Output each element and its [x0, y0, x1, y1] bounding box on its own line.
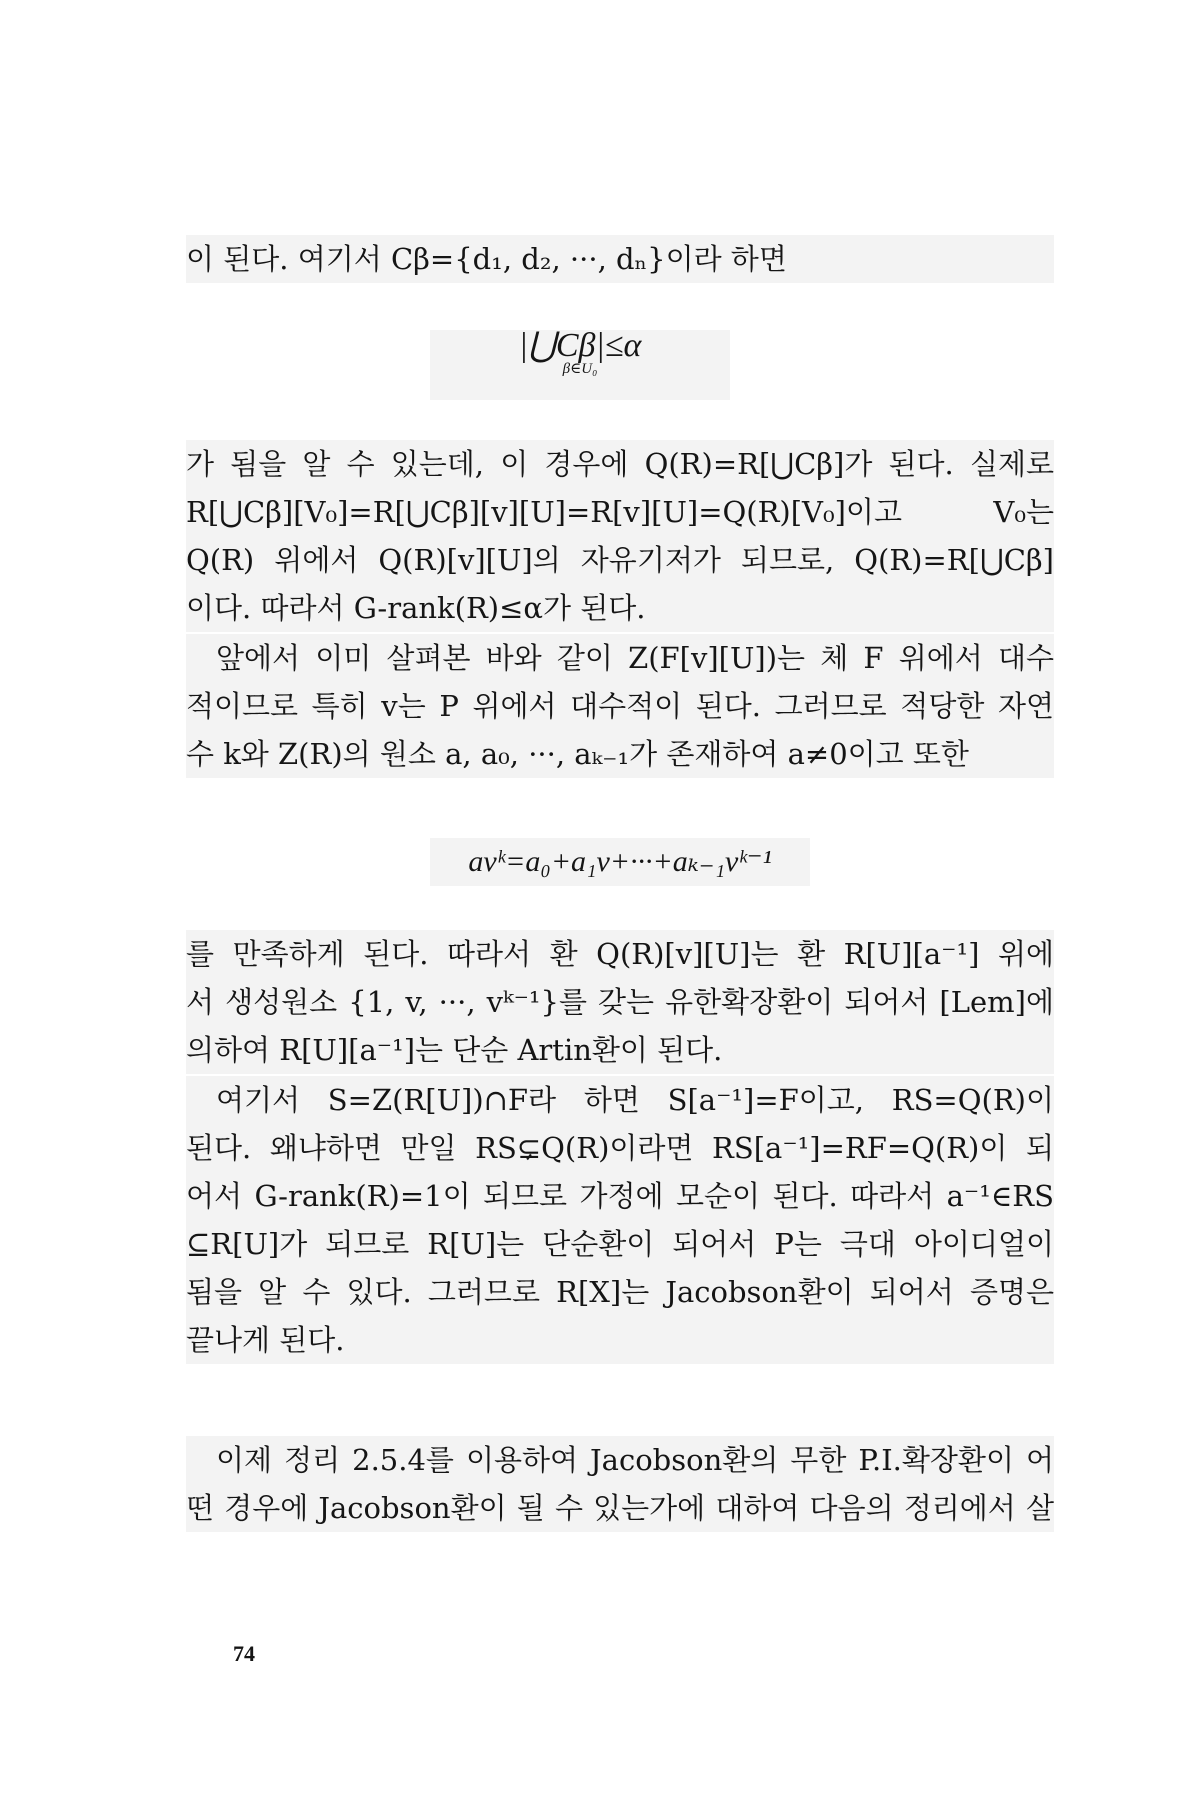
text-line: 의하여 R[U][a⁻¹]는 단순 Artin환이 된다.: [186, 1033, 723, 1067]
text-line: 된다. 왜냐하면 만일 RS⊊Q(R)이라면 RS[a⁻¹]=RF=Q(R)이 되: [186, 1131, 1054, 1165]
paragraph-3: [186, 930, 1054, 1074]
text-line: 떤 경우에 Jacobson환이 될 수 있는가에 대하여 다음의 정리에서 살: [186, 1491, 1054, 1525]
equation-text: |⋃Cβ|≤α: [518, 330, 642, 364]
text-line: R[⋃Cβ][V₀]=R[⋃Cβ][v][U]=R[v][U]=Q(R)[V₀]이고 V₀는: [186, 495, 1054, 529]
text-line: 수 k와 Z(R)의 원소 a, a₀, ···, aₖ₋₁가 존재하여 a≠0이고 또한: [186, 737, 969, 771]
text-line: 를 만족하게 된다. 따라서 환 Q(R)[v][U]는 환 R[U][a⁻¹] 위에: [186, 937, 1054, 971]
paragraph-2: [186, 634, 1054, 778]
text-line: 가 됨을 알 수 있는데, 이 경우에 Q(R)=R[⋃Cβ]가 된다. 실제로: [186, 447, 1054, 481]
paragraph-1: [186, 440, 1054, 632]
text-line: ⊆R[U]가 되므로 R[U]는 단순환이 되어서 P는 극대 아이디얼이: [186, 1227, 1054, 1261]
text-line: 끝나게 된다.: [186, 1323, 345, 1357]
page-number: 74: [233, 1641, 255, 1666]
text-line: 이다. 따라서 G-rank(R)≤α가 된다.: [186, 591, 646, 625]
text-line: 어서 G-rank(R)=1이 되므로 가정에 모순이 된다. 따라서 a⁻¹∈RS: [186, 1179, 1054, 1213]
paragraph-5: [186, 1436, 1054, 1532]
equation-union-bound: [430, 330, 730, 400]
text-line: 앞에서 이미 살펴본 바와 같이 Z(F[v][U])는 체 F 위에서 대수: [216, 641, 1054, 675]
paragraph-4: [186, 1076, 1054, 1364]
text-line: Q(R) 위에서 Q(R)[v][U]의 자유기저가 되므로, Q(R)=R[⋃Cβ]: [186, 543, 1054, 577]
equation-polynomial: [430, 838, 810, 886]
equation-text: avᵏ=a₀+a₁v+···+aₖ₋₁vᵏ⁻¹: [468, 845, 772, 878]
equation-subscript: β∈U₀: [562, 361, 598, 377]
text-line: 이제 정리 2.5.4를 이용하여 Jacobson환의 무한 P.I.확장환이 어: [216, 1443, 1054, 1477]
text-line: 여기서 S=Z(R[U])∩F라 하면 S[a⁻¹]=F이고, RS=Q(R)이: [216, 1083, 1054, 1117]
intro-line-block: [186, 235, 1054, 283]
text-line: 서 생성원소 {1, v, ···, vᵏ⁻¹}를 갖는 유한확장환이 되어서 [Lem]에: [186, 985, 1054, 1019]
text-line: 적이므로 특히 v는 P 위에서 대수적이 된다. 그러므로 적당한 자연: [186, 689, 1054, 723]
text-line: 됨을 알 수 있다. 그러므로 R[X]는 Jacobson환이 되어서 증명은: [186, 1275, 1054, 1309]
text-line: 이 된다. 여기서 Cβ={d₁, d₂, ···, dₙ}이라 하면: [186, 242, 787, 276]
